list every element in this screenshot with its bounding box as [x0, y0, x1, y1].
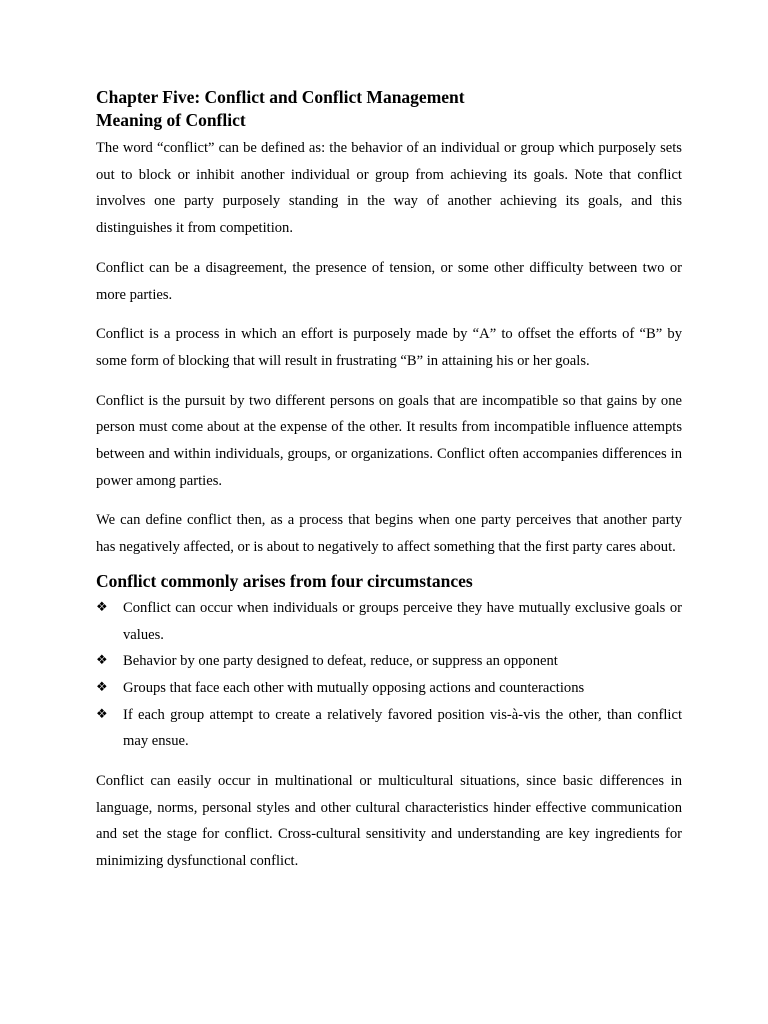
- diamond-bullet-icon: ❖: [96, 653, 108, 669]
- circumstances-list: [96, 595, 682, 755]
- list-item-text: Conflict can occur when individuals or groups perceive they have mutually exclusive goals or values.: [123, 599, 682, 643]
- paragraph-disagreement: Conflict can be a disagreement, the presence of tension, or some other difficulty between two or more parties.: [96, 259, 682, 303]
- list-item: [96, 702, 682, 755]
- diamond-bullet-icon: ❖: [96, 679, 108, 695]
- list-item: [96, 595, 682, 648]
- document-body: [96, 86, 682, 875]
- chapter-title: Chapter Five: Conflict and Conflict Management: [96, 87, 465, 107]
- list-item-text: If each group attempt to create a relatively favored position vis-à-vis the other, than conflict may ensue.: [123, 706, 682, 750]
- paragraph-pursuit: Conflict is the pursuit by two different persons on goals that are incompatible so that gains by one person must come about at the expense of the other. It results from incompatible influence attempts between and within individuals, groups, or organizations. Conflict often accompanies differences in power among parties.: [96, 392, 682, 489]
- section-heading-circumstances: Conflict commonly arises from four circumstances: [96, 570, 473, 591]
- paragraph-process: Conflict is a process in which an effort is purposely made by “A” to offset the efforts of “B” by some form of blocking that will result in frustrating “B” in attaining his or her goals.: [96, 326, 682, 369]
- paragraph-define-conflict: We can define conflict then, as a process that begins when one party perceives that another party has negatively affected, or is about to negatively to affect something that the first party cares about.: [96, 512, 682, 556]
- diamond-bullet-icon: ❖: [96, 599, 108, 615]
- list-item: [96, 675, 682, 702]
- list-item-text: Behavior by one party designed to defeat, reduce, or suppress an opponent: [123, 653, 558, 670]
- paragraph-multicultural: Conflict can easily occur in multinational or multicultural situations, since basic differences in language, norms, personal styles and other cultural characteristics hinder effective communication and set the stage for conflict. Cross-cultural sensitivity and understanding are key ingredients for minimizing dysfunctional conflict.: [96, 773, 682, 870]
- paragraph-definition: The word “conflict” can be defined as: the behavior of an individual or group which purposely sets out to block or inhibit another individual or group from achieving its goals. Note that conflict involves one party purposely standing in the way of another achieving its goals, and this distinguishes it from competition.: [96, 140, 682, 237]
- list-item: [96, 648, 682, 675]
- diamond-bullet-icon: ❖: [96, 706, 108, 722]
- list-item-text: Groups that face each other with mutually opposing actions and counteractions: [123, 679, 585, 696]
- section-heading-meaning: Meaning of Conflict: [96, 110, 246, 130]
